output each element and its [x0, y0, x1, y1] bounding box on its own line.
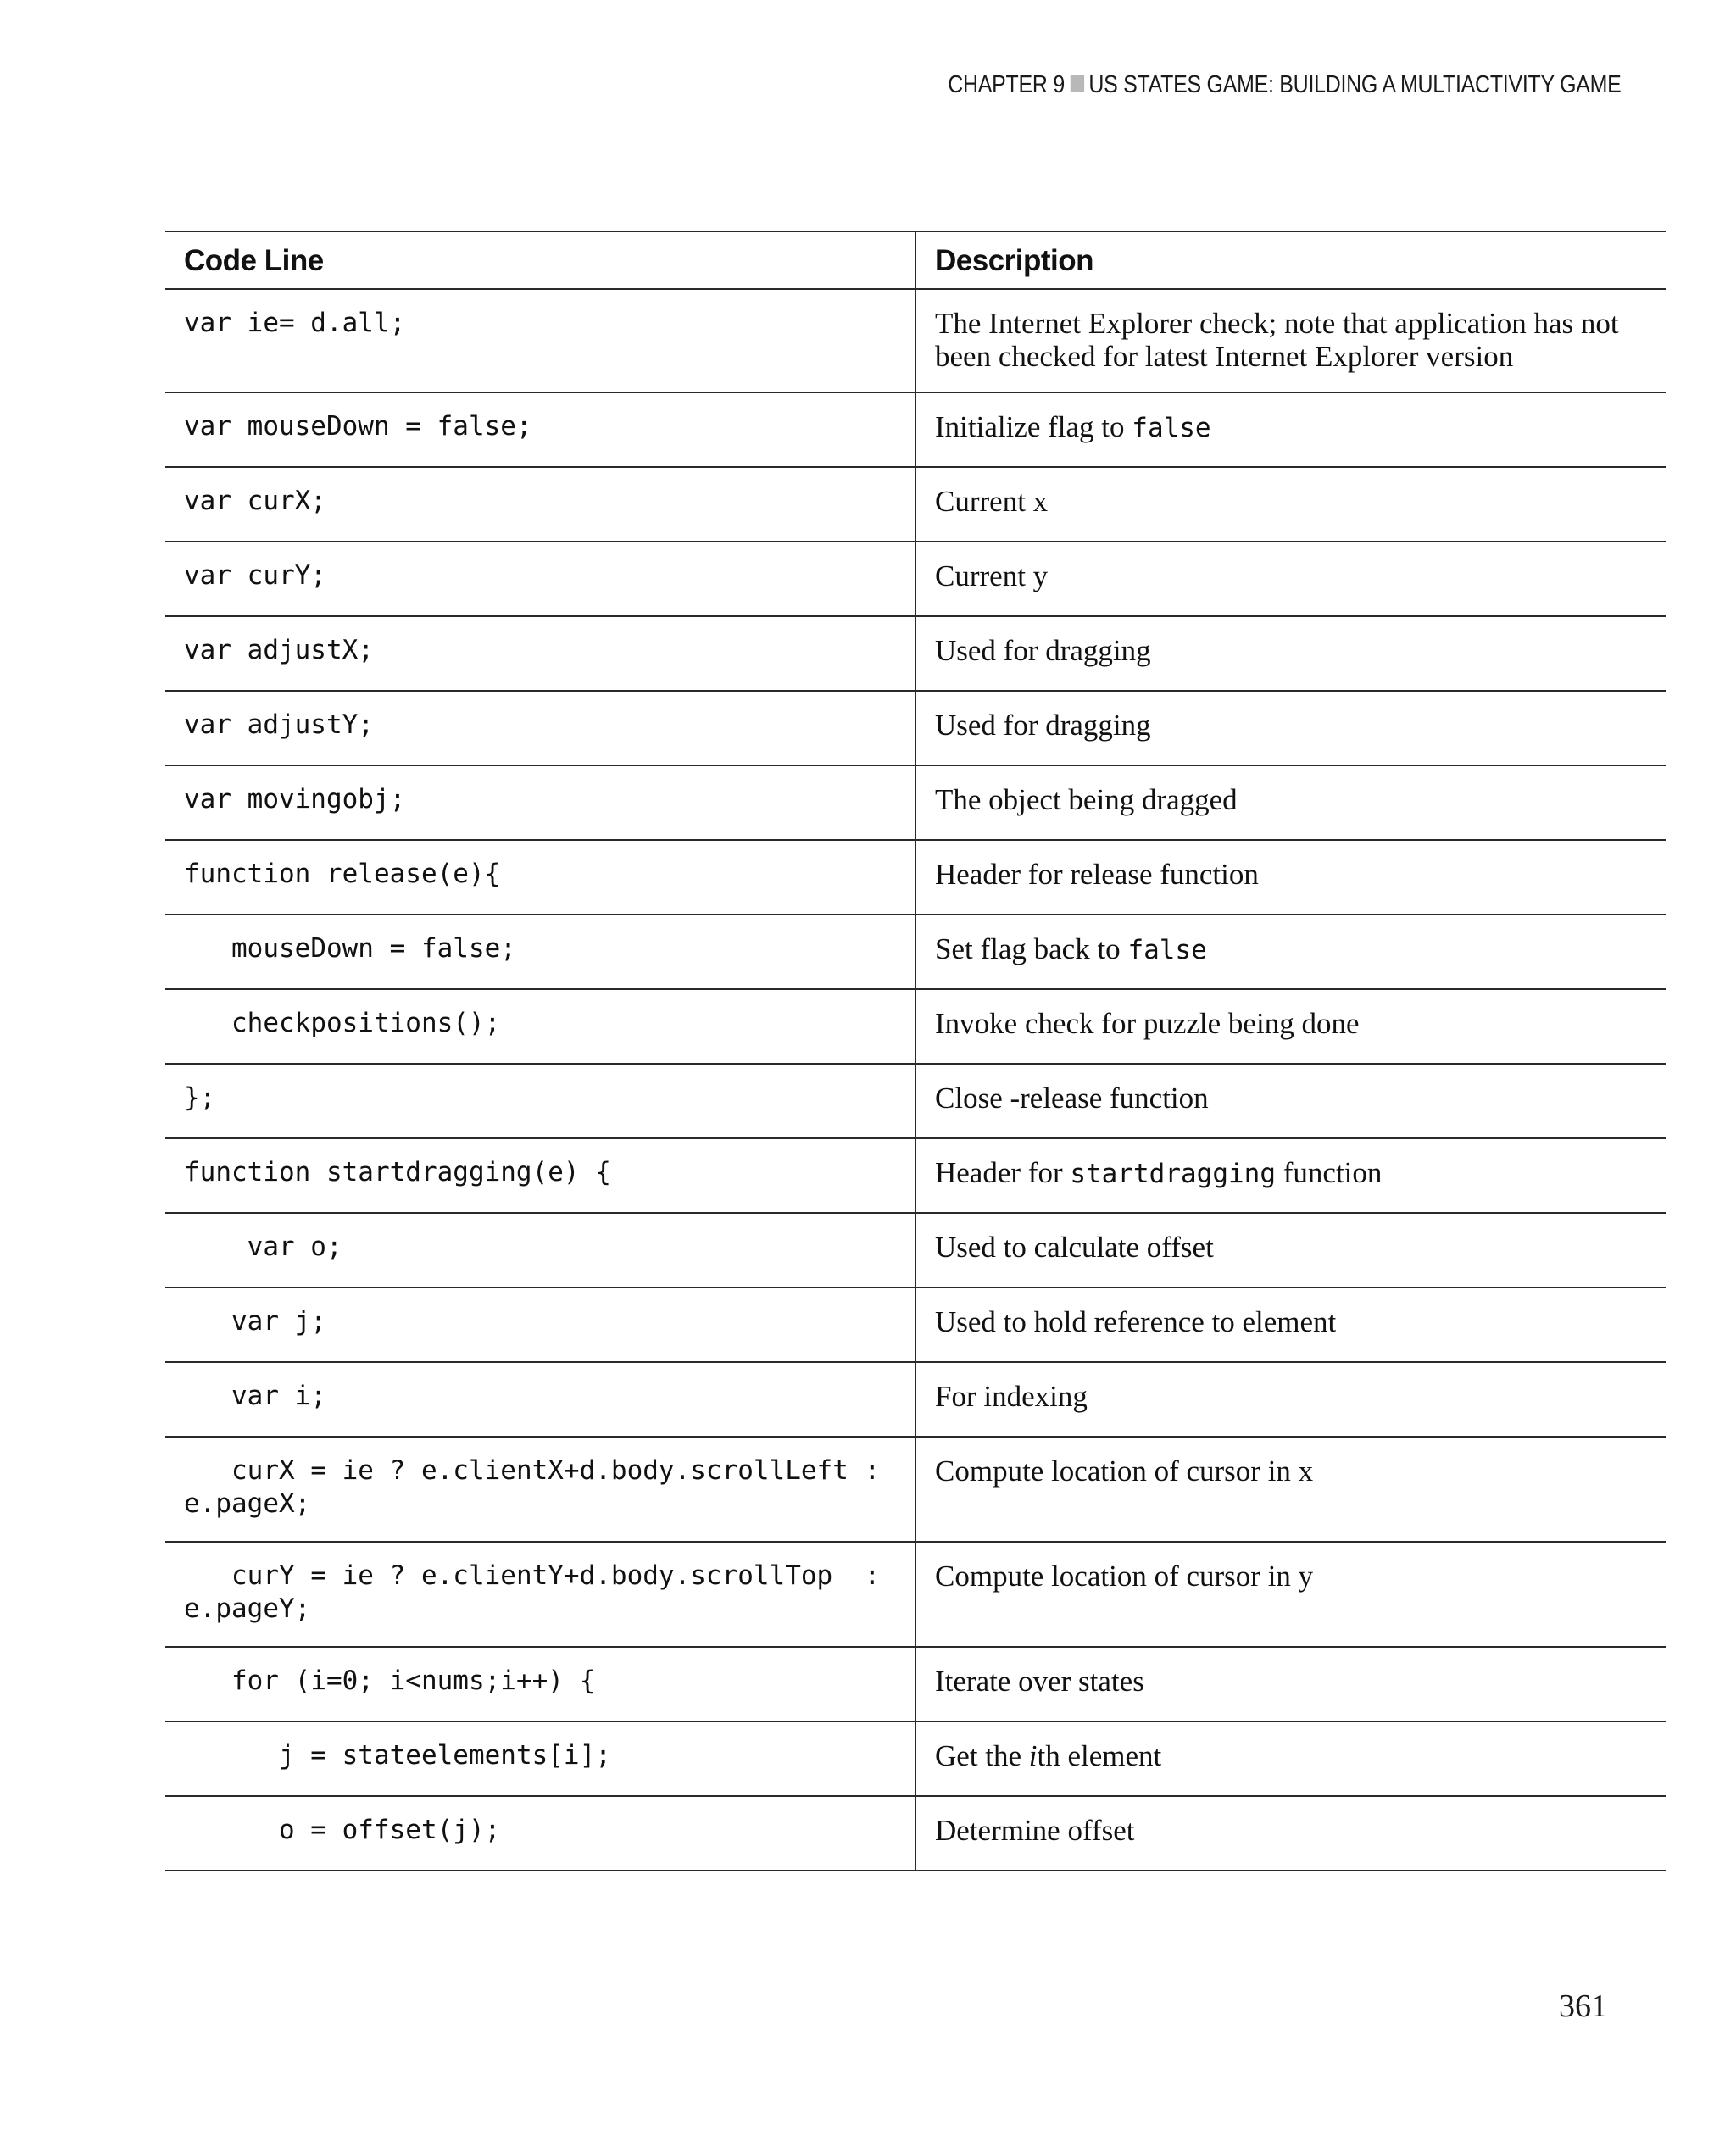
table-row [165, 1287, 1666, 1362]
code-cell: curX = ie ? e.clientX+d.body.scrollLeft : e.pageX; [165, 1437, 915, 1542]
code-cell: var movingobj; [165, 765, 915, 840]
table-header-row [165, 231, 1666, 289]
table-row [165, 1647, 1666, 1721]
description-cell: Determine offset [915, 1796, 1666, 1871]
description-text: Set flag back to [935, 932, 1128, 965]
code-cell: var i; [165, 1362, 915, 1437]
table-row [165, 691, 1666, 765]
table-row [165, 1362, 1666, 1437]
code-cell: }; [165, 1064, 915, 1138]
description-cell: Header for release function [915, 840, 1666, 915]
code-cell: curY = ie ? e.clientY+d.body.scrollTop : e.pageY; [165, 1542, 915, 1647]
chapter-title: US STATES GAME: BUILDING A MULTIACTIVITY GAME [1088, 71, 1621, 98]
code-cell: for (i=0; i<nums;i++) { [165, 1647, 915, 1721]
description-text: Initialize flag to [935, 410, 1132, 443]
table-row [165, 1721, 1666, 1796]
code-cell: checkpositions(); [165, 989, 915, 1064]
column-header-description: Description [915, 231, 1666, 289]
description-text: th element [1037, 1739, 1162, 1772]
table-row [165, 915, 1666, 989]
column-header-code: Code Line [165, 231, 915, 289]
page-number: 361 [1559, 1988, 1607, 2024]
table-row [165, 542, 1666, 616]
table-row [165, 289, 1666, 392]
table-row [165, 467, 1666, 542]
code-cell: j = stateelements[i]; [165, 1721, 915, 1796]
code-cell: var curX; [165, 467, 915, 542]
code-cell: function startdragging(e) { [165, 1138, 915, 1213]
code-cell: var adjustX; [165, 616, 915, 691]
description-cell: Used to calculate offset [915, 1213, 1666, 1287]
description-code: false [1132, 413, 1211, 443]
description-cell: Used for dragging [915, 616, 1666, 691]
table-row [165, 616, 1666, 691]
description-cell: The Internet Explorer check; note that application has not been checked for latest Internet Explorer version [915, 289, 1666, 392]
description-cell: Invoke check for puzzle being done [915, 989, 1666, 1064]
code-description-table [165, 231, 1666, 1871]
description-cell [915, 915, 1666, 989]
code-cell: var j; [165, 1287, 915, 1362]
description-cell [915, 1138, 1666, 1213]
table-row [165, 392, 1666, 467]
code-cell: function release(e){ [165, 840, 915, 915]
description-cell: Used to hold reference to element [915, 1287, 1666, 1362]
description-cell: Current y [915, 542, 1666, 616]
table-row [165, 1796, 1666, 1871]
description-italic: i [1028, 1739, 1038, 1772]
table-row [165, 1437, 1666, 1542]
description-text: function [1276, 1156, 1383, 1189]
description-cell [915, 1721, 1666, 1796]
code-cell: mouseDown = false; [165, 915, 915, 989]
description-cell: Iterate over states [915, 1647, 1666, 1721]
separator-square-icon [1070, 75, 1083, 92]
description-cell: The object being dragged [915, 765, 1666, 840]
description-code: startdragging [1070, 1159, 1276, 1189]
code-cell: var o; [165, 1213, 915, 1287]
code-cell: var curY; [165, 542, 915, 616]
description-cell: For indexing [915, 1362, 1666, 1437]
description-cell: Current x [915, 467, 1666, 542]
description-cell: Compute location of cursor in y [915, 1542, 1666, 1647]
code-cell: var ie= d.all; [165, 289, 915, 392]
description-cell [915, 392, 1666, 467]
table-row [165, 765, 1666, 840]
table-row [165, 1542, 1666, 1647]
description-text: Header for [935, 1156, 1071, 1189]
code-cell: var mouseDown = false; [165, 392, 915, 467]
chapter-label: CHAPTER 9 [947, 71, 1065, 98]
code-cell: var adjustY; [165, 691, 915, 765]
code-cell: o = offset(j); [165, 1796, 915, 1871]
table-row [165, 989, 1666, 1064]
description-cell: Compute location of cursor in x [915, 1437, 1666, 1542]
table-row [165, 840, 1666, 915]
description-code: false [1127, 935, 1207, 965]
table-row [165, 1213, 1666, 1287]
description-cell: Used for dragging [915, 691, 1666, 765]
running-head [948, 71, 1621, 99]
description-text: Get the [935, 1739, 1029, 1772]
table-row [165, 1064, 1666, 1138]
description-cell: Close -release function [915, 1064, 1666, 1138]
table-row [165, 1138, 1666, 1213]
